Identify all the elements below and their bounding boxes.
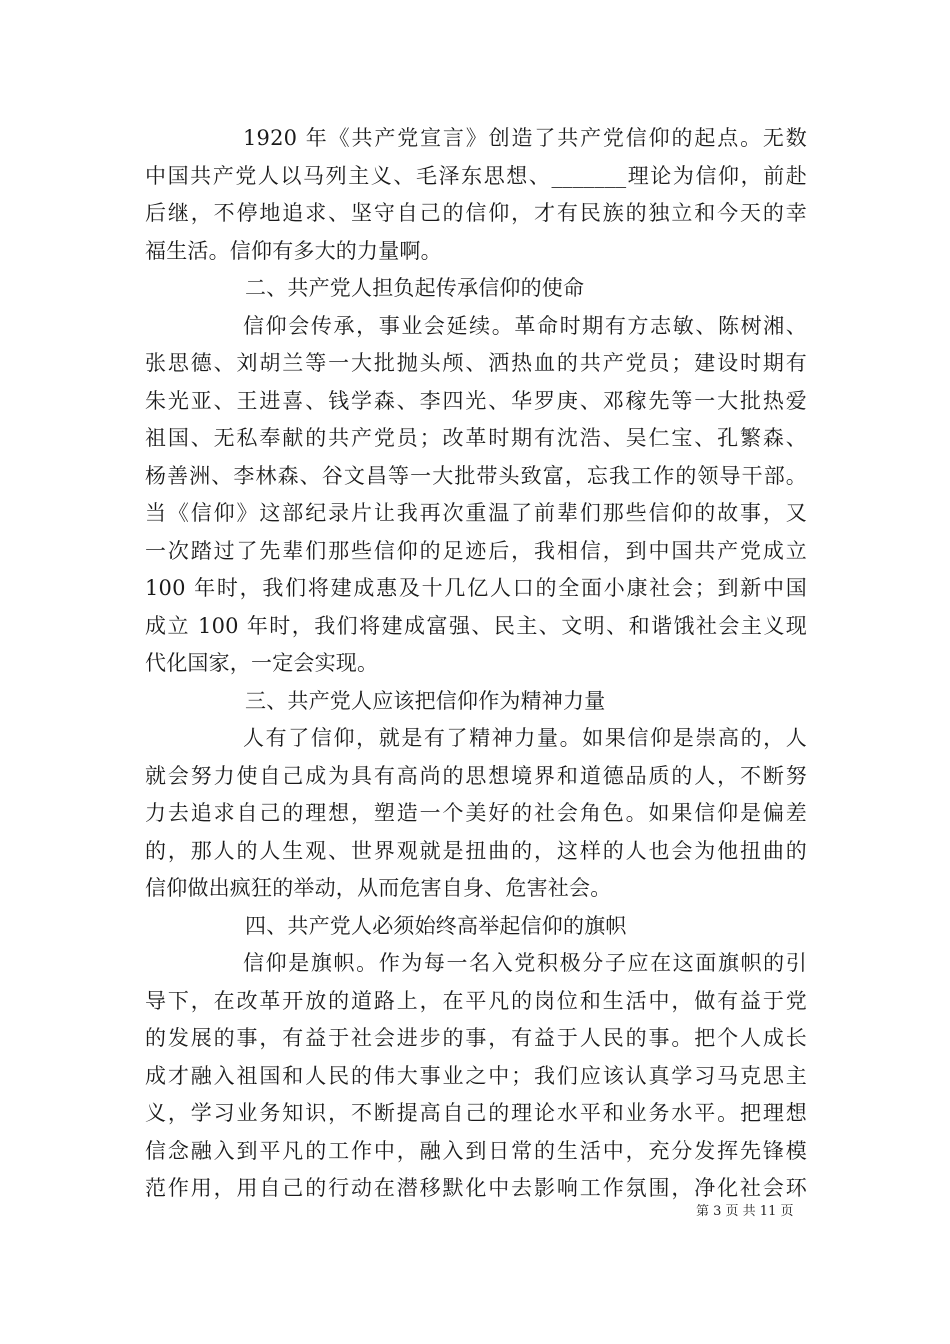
- paragraph-2-line-7: 一次踏过了先辈们那些信仰的足迹后，我相信，到中国共产党成立: [145, 538, 807, 563]
- paragraph-2-line-3: 朱光亚、王进喜、钱学森、李四光、华罗庚、邓稼先等一大批热爱: [145, 388, 807, 413]
- paragraph-4-line-2: 导下，在改革开放的道路上，在平凡的岗位和生活中，做有益于党: [145, 988, 807, 1013]
- paragraph-4-line-1: 信仰是旗帜。作为每一名入党积极分子应在这面旗帜的引: [243, 951, 807, 975]
- paragraph-2-line-4: 祖国、无私奉献的共产党员；改革时期有沈浩、吴仁宝、孔繁森、: [145, 426, 807, 450]
- paragraph-4-line-5: 义，学习业务知识，不断提高自己的理论水平和业务水平。把理想: [145, 1101, 807, 1125]
- page-number-footer: 第 3 页 共 11 页: [696, 1204, 794, 1219]
- paragraph-3-line-4: 的，那人的人生观、世界观就是扭曲的，这样的人也会为他扭曲的: [145, 838, 807, 863]
- paragraph-1-line-3: 后继，不停地追求、坚守自己的信仰，才有民族的独立和今天的幸: [145, 201, 807, 225]
- paragraph-4-line-4: 成才融入祖国和人民的伟大事业之中；我们应该认真学习马克思主: [145, 1063, 807, 1088]
- paragraph-3-line-3: 力去追求自己的理想，塑造一个美好的社会角色。如果信仰是偏差: [145, 801, 807, 825]
- paragraph-4-line-6: 信念融入到平凡的工作中，融入到日常的生活中，充分发挥先锋模: [145, 1138, 807, 1163]
- paragraph-2-line-10: 代化国家，一定会实现。: [145, 651, 379, 675]
- paragraph-4-line-3: 的发展的事，有益于社会进步的事，有益于人民的事。把个人成长: [145, 1026, 807, 1050]
- document-body: [145, 120, 807, 1208]
- section-heading-3: 三、共产党人应该把信仰作为精神力量: [245, 688, 606, 713]
- paragraph-3-line-5: 信仰做出疯狂的举动，从而危害自身、危害社会。: [145, 876, 612, 900]
- paragraph-1-line-1: 1920 年《共产党宣言》创造了共产党信仰的起点。无数: [243, 126, 807, 150]
- paragraph-1-line-2: 中国共产党人以马列主义、毛泽东思想、_______理论为信仰，前赴: [145, 163, 807, 188]
- paragraph-2-line-5: 杨善洲、李林森、谷文昌等一大批带头致富，忘我工作的领导干部。: [145, 463, 807, 488]
- paragraph-2-line-6: 当《信仰》这部纪录片让我再次重温了前辈们那些信仰的故事，又: [145, 501, 807, 525]
- paragraph-1-line-4: 福生活。信仰有多大的力量啊。: [145, 238, 442, 263]
- paragraph-3-line-2: 就会努力使自己成为具有高尚的思想境界和道德品质的人，不断努: [145, 763, 807, 788]
- paragraph-2-line-2: 张思德、刘胡兰等一大批抛头颅、洒热血的共产党员；建设时期有: [145, 351, 807, 375]
- paragraph-3-line-1: 人有了信仰，就是有了精神力量。如果信仰是崇高的，人: [243, 726, 807, 750]
- section-heading-2: 二、共产党人担负起传承信仰的使命: [245, 276, 585, 300]
- section-heading-4: 四、共产党人必须始终高举起信仰的旗帜: [245, 913, 627, 938]
- paragraph-4-line-7: 范作用，用自己的行动在潜移默化中去影响工作氛围，净化社会环: [145, 1176, 807, 1200]
- paragraph-2-line-1: 信仰会传承，事业会延续。革命时期有方志敏、陈树湘、: [243, 313, 807, 338]
- paragraph-2-line-8: 100 年时，我们将建成惠及十几亿人口的全面小康社会；到新中国: [145, 576, 807, 600]
- paragraph-2-line-9: 成立 100 年时，我们将建成富强、民主、文明、和谐饿社会主义现: [145, 613, 807, 638]
